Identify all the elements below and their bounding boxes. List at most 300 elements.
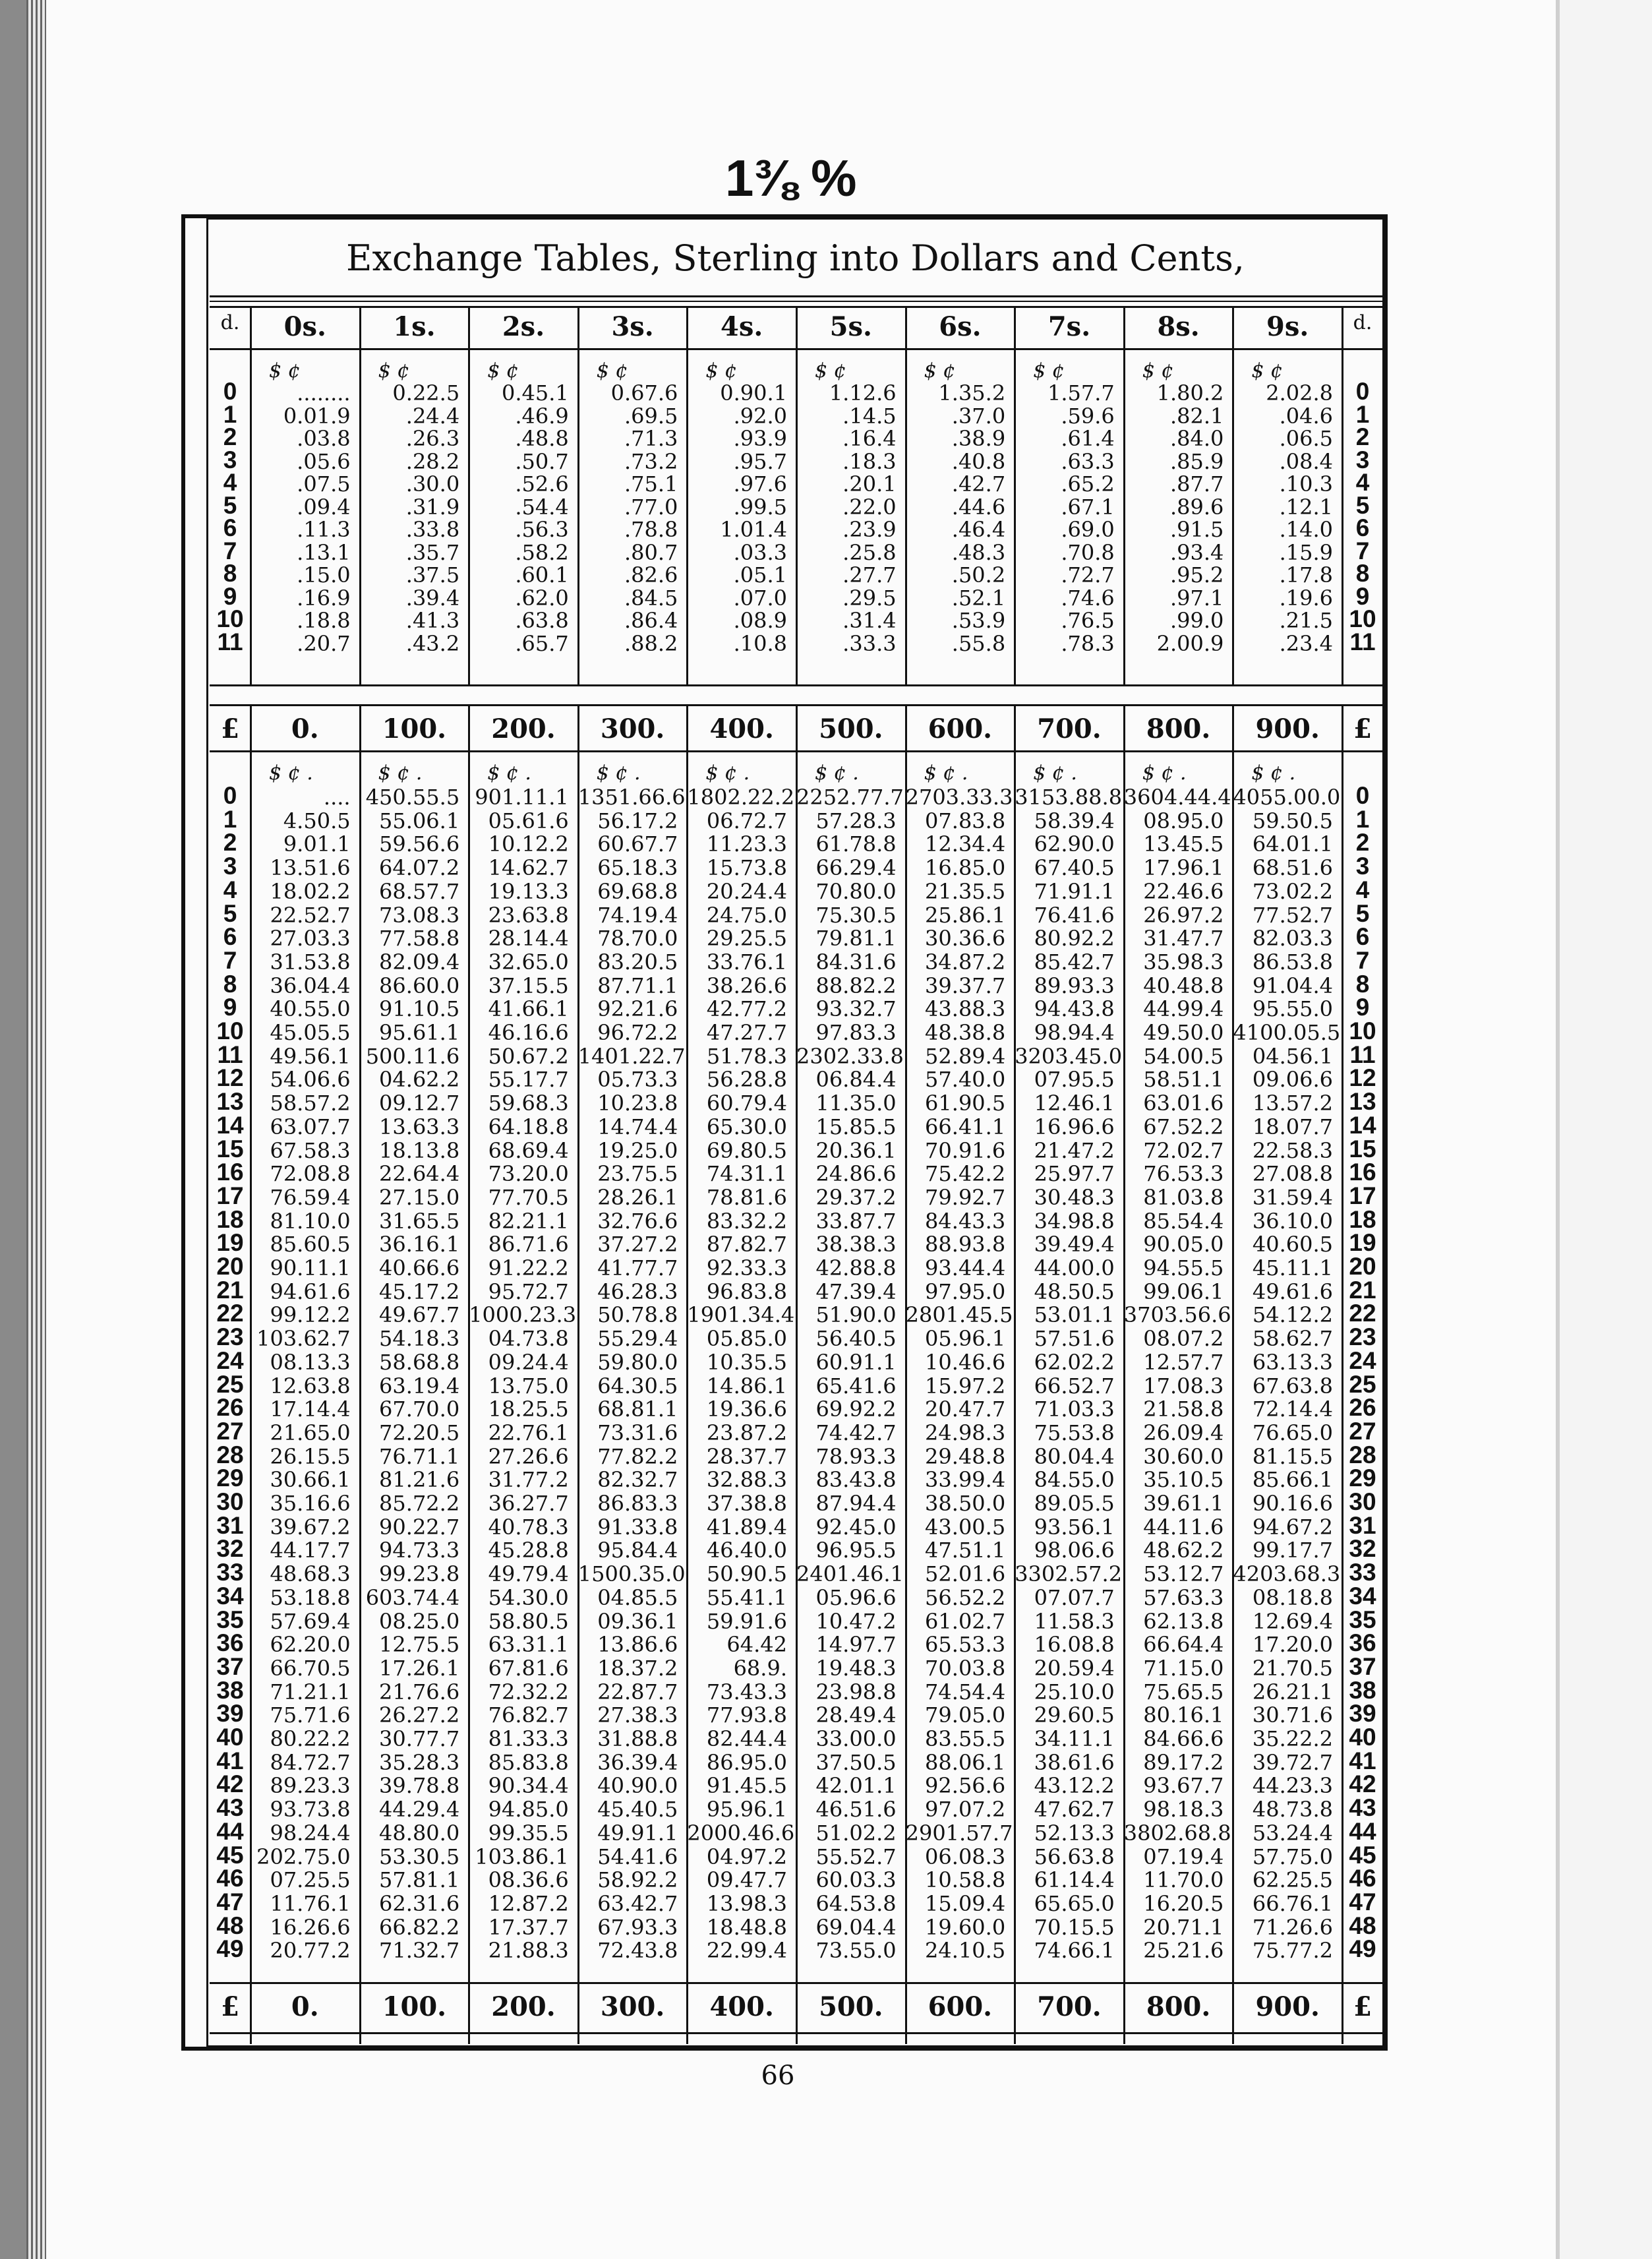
lower-value-cell: 44.11.6 bbox=[1143, 1514, 1224, 1540]
upper-value-cell: .03.3 bbox=[733, 539, 787, 565]
lower-value-cell: 71.15.0 bbox=[1143, 1655, 1224, 1681]
lower-value-cell: 72.08.8 bbox=[270, 1161, 351, 1187]
lower-row-label-left: 35 bbox=[216, 1606, 244, 1633]
lower-column-header: 400. bbox=[709, 713, 774, 744]
lower-value-cell: 06.72.7 bbox=[706, 808, 787, 833]
lower-value-cell: 61.02.7 bbox=[925, 1608, 1006, 1634]
lower-row-label-right: 12 bbox=[1349, 1064, 1376, 1092]
lower-value-cell: 46.40.0 bbox=[706, 1538, 787, 1563]
footer-column-header: 200. bbox=[491, 1991, 556, 2022]
lower-value-cell: 41.89.4 bbox=[706, 1514, 787, 1540]
lower-value-cell: 30.66.1 bbox=[270, 1467, 351, 1493]
title-rule bbox=[210, 295, 1383, 297]
lower-row-label-left: 44 bbox=[216, 1817, 244, 1845]
upper-value-cell: .42.7 bbox=[951, 471, 1006, 497]
lower-value-cell: 94.61.6 bbox=[270, 1279, 351, 1304]
upper-value-cell: .08.9 bbox=[733, 608, 787, 633]
lower-value-cell: 60.79.4 bbox=[706, 1091, 787, 1116]
lower-value-cell: 71.26.6 bbox=[1252, 1914, 1333, 1940]
lower-value-cell: 39.67.2 bbox=[270, 1514, 351, 1540]
lower-value-cell: 62.90.0 bbox=[1034, 831, 1115, 857]
lower-value-cell: 19.36.6 bbox=[706, 1397, 787, 1422]
lower-value-cell: 66.82.2 bbox=[379, 1914, 460, 1940]
lower-value-cell: 69.92.2 bbox=[815, 1397, 897, 1422]
lower-value-cell: 56.52.2 bbox=[925, 1584, 1006, 1610]
upper-currency-label: $ ¢ bbox=[596, 359, 628, 382]
lower-row-label-left: 7 bbox=[223, 946, 237, 974]
lower-column-header: 100. bbox=[382, 713, 447, 744]
upper-value-cell: .09.4 bbox=[297, 494, 351, 520]
lower-row-label-left: 9 bbox=[223, 994, 237, 1021]
lower-value-cell: 36.04.4 bbox=[270, 973, 351, 998]
lower-value-cell: 9.01.1 bbox=[283, 831, 351, 857]
lower-value-cell: 44.29.4 bbox=[379, 1797, 460, 1822]
upper-value-cell: .84.5 bbox=[624, 585, 678, 611]
lower-value-cell: 85.42.7 bbox=[1034, 949, 1115, 975]
lower-value-cell: 57.51.6 bbox=[1034, 1326, 1115, 1352]
lower-value-cell: 63.01.6 bbox=[1143, 1091, 1224, 1116]
lower-value-cell: 59.91.6 bbox=[706, 1608, 787, 1634]
lower-value-cell: 91.04.4 bbox=[1252, 973, 1333, 998]
lower-value-cell: 99.23.8 bbox=[379, 1561, 460, 1587]
lower-value-cell: 08.25.0 bbox=[379, 1608, 460, 1634]
lower-value-cell: 17.08.3 bbox=[1143, 1373, 1224, 1399]
lower-value-cell: 1500.35.0 bbox=[577, 1561, 686, 1587]
lower-value-cell: 49.91.1 bbox=[597, 1820, 678, 1846]
lower-value-cell: 10.23.8 bbox=[597, 1091, 678, 1116]
lower-value-cell: 36.27.7 bbox=[488, 1491, 569, 1516]
upper-value-cell: .24.4 bbox=[405, 403, 460, 429]
lower-value-cell: 93.56.1 bbox=[1034, 1514, 1115, 1540]
lower-value-cell: 62.20.0 bbox=[270, 1632, 351, 1658]
lower-value-cell: 13.63.3 bbox=[379, 1114, 460, 1139]
lower-value-cell: 34.87.2 bbox=[925, 949, 1006, 975]
lower-value-cell: 54.06.6 bbox=[270, 1067, 351, 1093]
column-divider bbox=[1014, 1982, 1016, 2044]
upper-column-header: 1s. bbox=[393, 311, 436, 342]
lower-value-cell: 12.46.1 bbox=[1034, 1091, 1115, 1116]
lower-value-cell: 93.32.7 bbox=[815, 996, 897, 1022]
lower-value-cell: 59.68.3 bbox=[488, 1091, 569, 1116]
lower-value-cell: 69.68.8 bbox=[597, 878, 678, 904]
lower-row-label-right: 22 bbox=[1349, 1300, 1376, 1327]
lower-currency-label: $ ¢ . bbox=[705, 762, 750, 785]
footer-column-header: 800. bbox=[1146, 1991, 1211, 2022]
lower-row-label-left: 37 bbox=[216, 1652, 244, 1680]
lower-value-cell: 53.01.1 bbox=[1034, 1302, 1115, 1328]
upper-value-cell: 1.80.2 bbox=[1156, 380, 1224, 406]
lower-value-cell: 62.25.5 bbox=[1252, 1867, 1333, 1893]
lower-value-cell: 69.04.4 bbox=[815, 1914, 897, 1940]
lower-value-cell: 09.06.6 bbox=[1252, 1067, 1333, 1093]
lower-row-label-left: 48 bbox=[216, 1912, 244, 1939]
lower-value-cell: 75.71.6 bbox=[270, 1702, 351, 1728]
lower-value-cell: 603.74.4 bbox=[365, 1584, 460, 1610]
lower-column-header: 300. bbox=[600, 713, 665, 744]
lower-row-label-left: 14 bbox=[216, 1111, 244, 1139]
lower-value-cell: 64.18.8 bbox=[488, 1114, 569, 1139]
lower-value-cell: 48.50.5 bbox=[1034, 1279, 1115, 1304]
lower-value-cell: 73.20.0 bbox=[488, 1161, 569, 1187]
lower-value-cell: 2302.33.8 bbox=[796, 1043, 904, 1069]
lower-row-label-left: 10 bbox=[216, 1017, 244, 1044]
lower-value-cell: 86.95.0 bbox=[706, 1749, 787, 1775]
lower-value-cell: 74.66.1 bbox=[1034, 1938, 1115, 1964]
lower-value-cell: 75.42.2 bbox=[925, 1161, 1006, 1187]
lower-value-cell: 12.34.4 bbox=[925, 831, 1006, 857]
lower-value-cell: 40.48.8 bbox=[1143, 973, 1224, 998]
lower-row-label-right: 32 bbox=[1349, 1535, 1376, 1563]
lower-value-cell: 87.82.7 bbox=[706, 1232, 787, 1257]
lower-value-cell: 2401.46.1 bbox=[796, 1561, 904, 1587]
lower-value-cell: 08.13.3 bbox=[270, 1349, 351, 1375]
page-header: 1⅜ % bbox=[725, 149, 857, 207]
lower-value-cell: 86.71.6 bbox=[488, 1232, 569, 1257]
lower-row-label-right: 9 bbox=[1355, 994, 1370, 1021]
lower-value-cell: 40.90.0 bbox=[597, 1773, 678, 1799]
lower-value-cell: 27.08.8 bbox=[1252, 1161, 1333, 1187]
lower-value-cell: 57.69.4 bbox=[270, 1608, 351, 1634]
lower-value-cell: 81.33.3 bbox=[488, 1726, 569, 1751]
upper-corner-left: d. bbox=[220, 311, 240, 334]
lower-value-cell: 84.43.3 bbox=[925, 1208, 1006, 1234]
lower-value-cell: 44.00.0 bbox=[1034, 1255, 1115, 1280]
upper-value-cell: .97.6 bbox=[733, 471, 787, 497]
lower-value-cell: 30.71.6 bbox=[1252, 1702, 1333, 1728]
lower-value-cell: 45.05.5 bbox=[270, 1020, 351, 1045]
lower-row-label-left: 22 bbox=[216, 1300, 244, 1327]
lower-value-cell: 31.59.4 bbox=[1252, 1184, 1333, 1210]
lower-value-cell: 82.09.4 bbox=[379, 949, 460, 975]
lower-value-cell: 65.18.3 bbox=[597, 855, 678, 881]
lower-value-cell: 91.22.2 bbox=[488, 1255, 569, 1280]
upper-value-cell: .08.4 bbox=[1279, 448, 1333, 474]
lower-value-cell: 05.96.6 bbox=[815, 1584, 897, 1610]
lower-value-cell: 58.62.7 bbox=[1252, 1326, 1333, 1352]
lower-value-cell: 31.53.8 bbox=[270, 949, 351, 975]
lower-row-label-right: 15 bbox=[1349, 1135, 1376, 1162]
lower-value-cell: 3604.44.4 bbox=[1123, 785, 1231, 810]
lower-value-cell: 16.08.8 bbox=[1034, 1632, 1115, 1658]
lower-value-cell: 66.29.4 bbox=[815, 855, 897, 881]
lower-value-cell: 18.37.2 bbox=[597, 1655, 678, 1681]
lower-value-cell: 74.54.4 bbox=[925, 1679, 1006, 1704]
lower-value-cell: 10.12.2 bbox=[488, 831, 569, 857]
column-divider bbox=[577, 1982, 579, 2044]
upper-value-cell: .07.5 bbox=[297, 471, 351, 497]
lower-value-cell: 22.58.3 bbox=[1252, 1137, 1333, 1163]
lower-value-cell: 65.65.0 bbox=[1034, 1890, 1115, 1916]
lower-value-cell: 54.12.2 bbox=[1252, 1302, 1333, 1328]
lower-value-cell: 39.49.4 bbox=[1034, 1232, 1115, 1257]
lower-row-label-right: 17 bbox=[1349, 1182, 1376, 1209]
upper-column-header: 6s. bbox=[939, 311, 982, 342]
upper-value-cell: 0.01.9 bbox=[283, 403, 351, 429]
lower-value-cell: 1401.22.7 bbox=[577, 1043, 686, 1069]
lower-value-cell: 16.26.6 bbox=[270, 1914, 351, 1940]
lower-value-cell: 30.36.6 bbox=[925, 926, 1006, 951]
upper-value-cell: .78.8 bbox=[624, 517, 678, 542]
lower-value-cell: 99.35.5 bbox=[488, 1820, 569, 1846]
lower-value-cell: 98.18.3 bbox=[1143, 1797, 1224, 1822]
lower-value-cell: 08.95.0 bbox=[1143, 808, 1224, 833]
lower-value-cell: 53.18.8 bbox=[270, 1584, 351, 1610]
lower-value-cell: 98.94.4 bbox=[1034, 1020, 1115, 1045]
lower-row-label-left: 0 bbox=[223, 782, 237, 809]
lower-value-cell: 75.65.5 bbox=[1143, 1679, 1224, 1704]
lower-value-cell: 37.50.5 bbox=[815, 1749, 897, 1775]
lower-value-cell: 10.58.8 bbox=[925, 1867, 1006, 1893]
lower-value-cell: 38.50.0 bbox=[925, 1491, 1006, 1516]
lower-value-cell: 1901.34.4 bbox=[687, 1302, 795, 1328]
upper-row-label-left: 9 bbox=[223, 582, 237, 610]
upper-value-cell: .69.0 bbox=[1061, 517, 1115, 542]
lower-value-cell: 21.76.6 bbox=[379, 1679, 460, 1704]
lower-value-cell: 2801.45.5 bbox=[905, 1302, 1013, 1328]
lower-value-cell: 09.12.7 bbox=[379, 1091, 460, 1116]
upper-value-cell: 1.57.7 bbox=[1047, 380, 1115, 406]
lower-value-cell: 68.81.1 bbox=[597, 1397, 678, 1422]
scan-left-edge bbox=[0, 0, 26, 2259]
lower-row-label-left: 21 bbox=[216, 1276, 244, 1304]
lower-value-cell: 30.48.3 bbox=[1034, 1184, 1115, 1210]
lower-row-label-right: 26 bbox=[1349, 1394, 1376, 1422]
lower-value-cell: 202.75.0 bbox=[256, 1844, 351, 1869]
lower-value-cell: 4055.00.0 bbox=[1233, 785, 1341, 810]
lower-value-cell: 103.62.7 bbox=[256, 1326, 351, 1352]
lower-value-cell: 70.80.0 bbox=[815, 878, 897, 904]
lower-value-cell: 91.10.5 bbox=[379, 996, 460, 1022]
lower-value-cell: 88.06.1 bbox=[925, 1749, 1006, 1775]
lower-value-cell: 70.15.5 bbox=[1034, 1914, 1115, 1940]
upper-row-label-right: 3 bbox=[1355, 446, 1370, 473]
upper-value-cell: .27.7 bbox=[842, 562, 897, 587]
lower-value-cell: 95.61.1 bbox=[379, 1020, 460, 1045]
section-rule bbox=[210, 684, 1383, 686]
upper-value-cell: .23.9 bbox=[842, 517, 897, 542]
lower-value-cell: 06.08.3 bbox=[925, 1844, 1006, 1869]
lower-row-label-left: 6 bbox=[223, 923, 237, 951]
column-divider bbox=[686, 1982, 688, 2044]
lower-value-cell: 72.02.7 bbox=[1143, 1137, 1224, 1163]
lower-value-cell: 21.58.8 bbox=[1143, 1397, 1224, 1422]
lower-value-cell: 77.82.2 bbox=[597, 1443, 678, 1469]
lower-value-cell: 41.66.1 bbox=[488, 996, 569, 1022]
lower-value-cell: 09.24.4 bbox=[488, 1349, 569, 1375]
lower-value-cell: 59.56.6 bbox=[379, 831, 460, 857]
lower-row-label-left: 11 bbox=[217, 1040, 243, 1068]
book-spine bbox=[26, 0, 46, 2259]
lower-value-cell: 36.10.0 bbox=[1252, 1208, 1333, 1234]
upper-column-header: 9s. bbox=[1266, 311, 1309, 342]
lower-value-cell: 56.28.8 bbox=[706, 1067, 787, 1093]
lower-value-cell: 29.37.2 bbox=[815, 1184, 897, 1210]
lower-value-cell: 500.11.6 bbox=[365, 1043, 460, 1069]
lower-value-cell: 30.60.0 bbox=[1143, 1443, 1224, 1469]
upper-value-cell: .84.0 bbox=[1169, 426, 1224, 451]
lower-value-cell: 2703.33.3 bbox=[905, 785, 1013, 810]
upper-row-label-right: 7 bbox=[1355, 537, 1370, 564]
upper-column-header: 5s. bbox=[829, 311, 872, 342]
upper-value-cell: .76.5 bbox=[1061, 608, 1115, 633]
lower-value-cell: 19.25.0 bbox=[597, 1137, 678, 1163]
upper-value-cell: .61.4 bbox=[1061, 426, 1115, 451]
upper-value-cell: .06.5 bbox=[1279, 426, 1333, 451]
lower-value-cell: 97.07.2 bbox=[925, 1797, 1006, 1822]
upper-value-cell: .15.9 bbox=[1279, 539, 1333, 565]
lower-value-cell: 74.42.7 bbox=[815, 1420, 897, 1445]
lower-value-cell: 22.64.4 bbox=[379, 1161, 460, 1187]
lower-value-cell: 80.04.4 bbox=[1034, 1443, 1115, 1469]
upper-value-cell: .17.8 bbox=[1279, 562, 1333, 587]
upper-column-header: 3s. bbox=[611, 311, 654, 342]
upper-column-header: 2s. bbox=[502, 311, 545, 342]
lower-value-cell: 57.28.3 bbox=[815, 808, 897, 833]
lower-value-cell: 39.78.8 bbox=[379, 1773, 460, 1799]
lower-value-cell: 64.53.8 bbox=[815, 1890, 897, 1916]
lower-value-cell: 98.24.4 bbox=[270, 1820, 351, 1846]
lower-value-cell: 13.57.2 bbox=[1252, 1091, 1333, 1116]
upper-value-cell: .46.9 bbox=[515, 403, 569, 429]
lower-value-cell: 93.44.4 bbox=[925, 1255, 1006, 1280]
upper-value-cell: .88.2 bbox=[624, 630, 678, 656]
lower-value-cell: 31.47.7 bbox=[1143, 926, 1224, 951]
lower-value-cell: 34.98.8 bbox=[1034, 1208, 1115, 1234]
lower-value-cell: 32.65.0 bbox=[488, 949, 569, 975]
lower-value-cell: 12.87.2 bbox=[488, 1890, 569, 1916]
lower-value-cell: 68.57.7 bbox=[379, 878, 460, 904]
lower-value-cell: 67.52.2 bbox=[1143, 1114, 1224, 1139]
lower-value-cell: 49.50.0 bbox=[1143, 1020, 1224, 1045]
lower-value-cell: 90.05.0 bbox=[1143, 1232, 1224, 1257]
lower-value-cell: 26.97.2 bbox=[1143, 902, 1224, 928]
lower-value-cell: 3703.56.6 bbox=[1123, 1302, 1231, 1328]
lower-value-cell: 28.26.1 bbox=[597, 1184, 678, 1210]
footer-column-header: 0. bbox=[291, 1991, 319, 2022]
lower-value-cell: 58.57.2 bbox=[270, 1091, 351, 1116]
lower-row-label-right: 16 bbox=[1349, 1159, 1376, 1186]
upper-value-cell: .62.0 bbox=[515, 585, 569, 611]
lower-value-cell: 901.11.1 bbox=[475, 785, 569, 810]
upper-row-label-right: 1 bbox=[1355, 400, 1370, 428]
lower-row-label-right: 37 bbox=[1349, 1652, 1376, 1680]
upper-value-cell: .55.8 bbox=[951, 630, 1006, 656]
upper-currency-label: $ ¢ bbox=[924, 359, 956, 382]
lower-row-label-left: 31 bbox=[216, 1511, 244, 1539]
lower-row-label-right: 4 bbox=[1355, 876, 1370, 903]
lower-value-cell: 95.72.7 bbox=[488, 1279, 569, 1304]
upper-row-label-left: 1 bbox=[223, 400, 237, 428]
upper-row-label-left: 11 bbox=[217, 628, 243, 655]
upper-value-cell: 1.12.6 bbox=[829, 380, 897, 406]
lower-value-cell: 27.15.0 bbox=[379, 1184, 460, 1210]
lower-value-cell: 75.77.2 bbox=[1252, 1938, 1333, 1964]
upper-value-cell: 2.02.8 bbox=[1266, 380, 1333, 406]
upper-row-label-right: 4 bbox=[1355, 469, 1370, 496]
upper-value-cell: .21.5 bbox=[1279, 608, 1333, 633]
upper-row-label-right: 11 bbox=[1349, 628, 1376, 655]
lower-row-label-right: 48 bbox=[1349, 1912, 1376, 1939]
lower-value-cell: 22.46.6 bbox=[1143, 878, 1224, 904]
upper-value-cell: .15.0 bbox=[297, 562, 351, 587]
lower-value-cell: 13.51.6 bbox=[270, 855, 351, 881]
lower-value-cell: 73.55.0 bbox=[815, 1938, 897, 1964]
lower-value-cell: 77.52.7 bbox=[1252, 902, 1333, 928]
lower-value-cell: 34.11.1 bbox=[1034, 1726, 1115, 1751]
lower-value-cell: 90.16.6 bbox=[1252, 1491, 1333, 1516]
lower-value-cell: 24.10.5 bbox=[925, 1938, 1006, 1964]
lower-value-cell: 41.77.7 bbox=[597, 1255, 678, 1280]
lower-value-cell: 71.91.1 bbox=[1034, 878, 1115, 904]
lower-row-label-right: 46 bbox=[1349, 1865, 1376, 1892]
lower-row-label-left: 17 bbox=[216, 1182, 244, 1209]
lower-value-cell: 39.61.1 bbox=[1143, 1491, 1224, 1516]
lower-value-cell: 65.41.6 bbox=[815, 1373, 897, 1399]
upper-value-cell: 2.00.9 bbox=[1156, 630, 1224, 656]
upper-value-cell: .60.1 bbox=[515, 562, 569, 587]
lower-value-cell: 55.52.7 bbox=[815, 1844, 897, 1869]
lower-value-cell: 74.19.4 bbox=[597, 902, 678, 928]
lower-value-cell: 70.91.6 bbox=[925, 1137, 1006, 1163]
lower-value-cell: 10.35.5 bbox=[706, 1349, 787, 1375]
lower-value-cell: 17.20.0 bbox=[1252, 1632, 1333, 1658]
upper-value-cell: .20.7 bbox=[297, 630, 351, 656]
lower-currency-label: $ ¢ . bbox=[487, 762, 531, 785]
lower-value-cell: 94.43.8 bbox=[1034, 996, 1115, 1022]
lower-value-cell: 62.02.2 bbox=[1034, 1349, 1115, 1375]
lower-value-cell: 08.36.6 bbox=[488, 1867, 569, 1893]
lower-value-cell: 07.07.7 bbox=[1034, 1584, 1115, 1610]
lower-value-cell: 28.37.7 bbox=[706, 1443, 787, 1469]
lower-value-cell: 05.96.1 bbox=[925, 1326, 1006, 1352]
upper-value-cell: .99.0 bbox=[1169, 608, 1224, 633]
lower-value-cell: 95.84.4 bbox=[597, 1538, 678, 1563]
lower-value-cell: 18.48.8 bbox=[706, 1914, 787, 1940]
upper-value-cell: .54.4 bbox=[515, 494, 569, 520]
lower-row-label-left: 27 bbox=[216, 1417, 244, 1445]
column-divider bbox=[250, 1982, 252, 2044]
lower-value-cell: 1351.66.6 bbox=[577, 785, 686, 810]
lower-value-cell: 21.47.2 bbox=[1034, 1137, 1115, 1163]
lower-value-cell: 29.25.5 bbox=[706, 926, 787, 951]
lower-value-cell: 37.38.8 bbox=[706, 1491, 787, 1516]
lower-currency-label: $ ¢ . bbox=[1033, 762, 1077, 785]
lower-value-cell: 68.69.4 bbox=[488, 1137, 569, 1163]
lower-row-label-right: 24 bbox=[1349, 1346, 1376, 1374]
column-divider bbox=[1342, 1982, 1343, 2044]
upper-row-label-right: 0 bbox=[1355, 378, 1370, 405]
lower-value-cell: 47.51.1 bbox=[925, 1538, 1006, 1563]
lower-value-cell: 64.30.5 bbox=[597, 1373, 678, 1399]
lower-value-cell: 24.75.0 bbox=[706, 902, 787, 928]
lower-value-cell: 78.70.0 bbox=[597, 926, 678, 951]
lower-value-cell: 98.06.6 bbox=[1034, 1538, 1115, 1563]
lower-value-cell: 1000.23.3 bbox=[469, 1302, 577, 1328]
upper-value-cell: .65.2 bbox=[1061, 471, 1115, 497]
lower-value-cell: 88.82.2 bbox=[815, 973, 897, 998]
lower-value-cell: 56.17.2 bbox=[597, 808, 678, 833]
lower-value-cell: 07.19.4 bbox=[1143, 1844, 1224, 1869]
lower-value-cell: 04.73.8 bbox=[488, 1326, 569, 1352]
lower-row-label-left: 15 bbox=[216, 1135, 244, 1162]
upper-value-cell: .13.1 bbox=[297, 539, 351, 565]
upper-value-cell: .56.3 bbox=[515, 517, 569, 542]
upper-column-header: 4s. bbox=[721, 311, 763, 342]
upper-value-cell: .30.0 bbox=[405, 471, 460, 497]
lower-value-cell: 13.98.3 bbox=[706, 1890, 787, 1916]
lower-value-cell: 05.73.3 bbox=[597, 1067, 678, 1093]
upper-value-cell: 1.01.4 bbox=[720, 517, 787, 542]
